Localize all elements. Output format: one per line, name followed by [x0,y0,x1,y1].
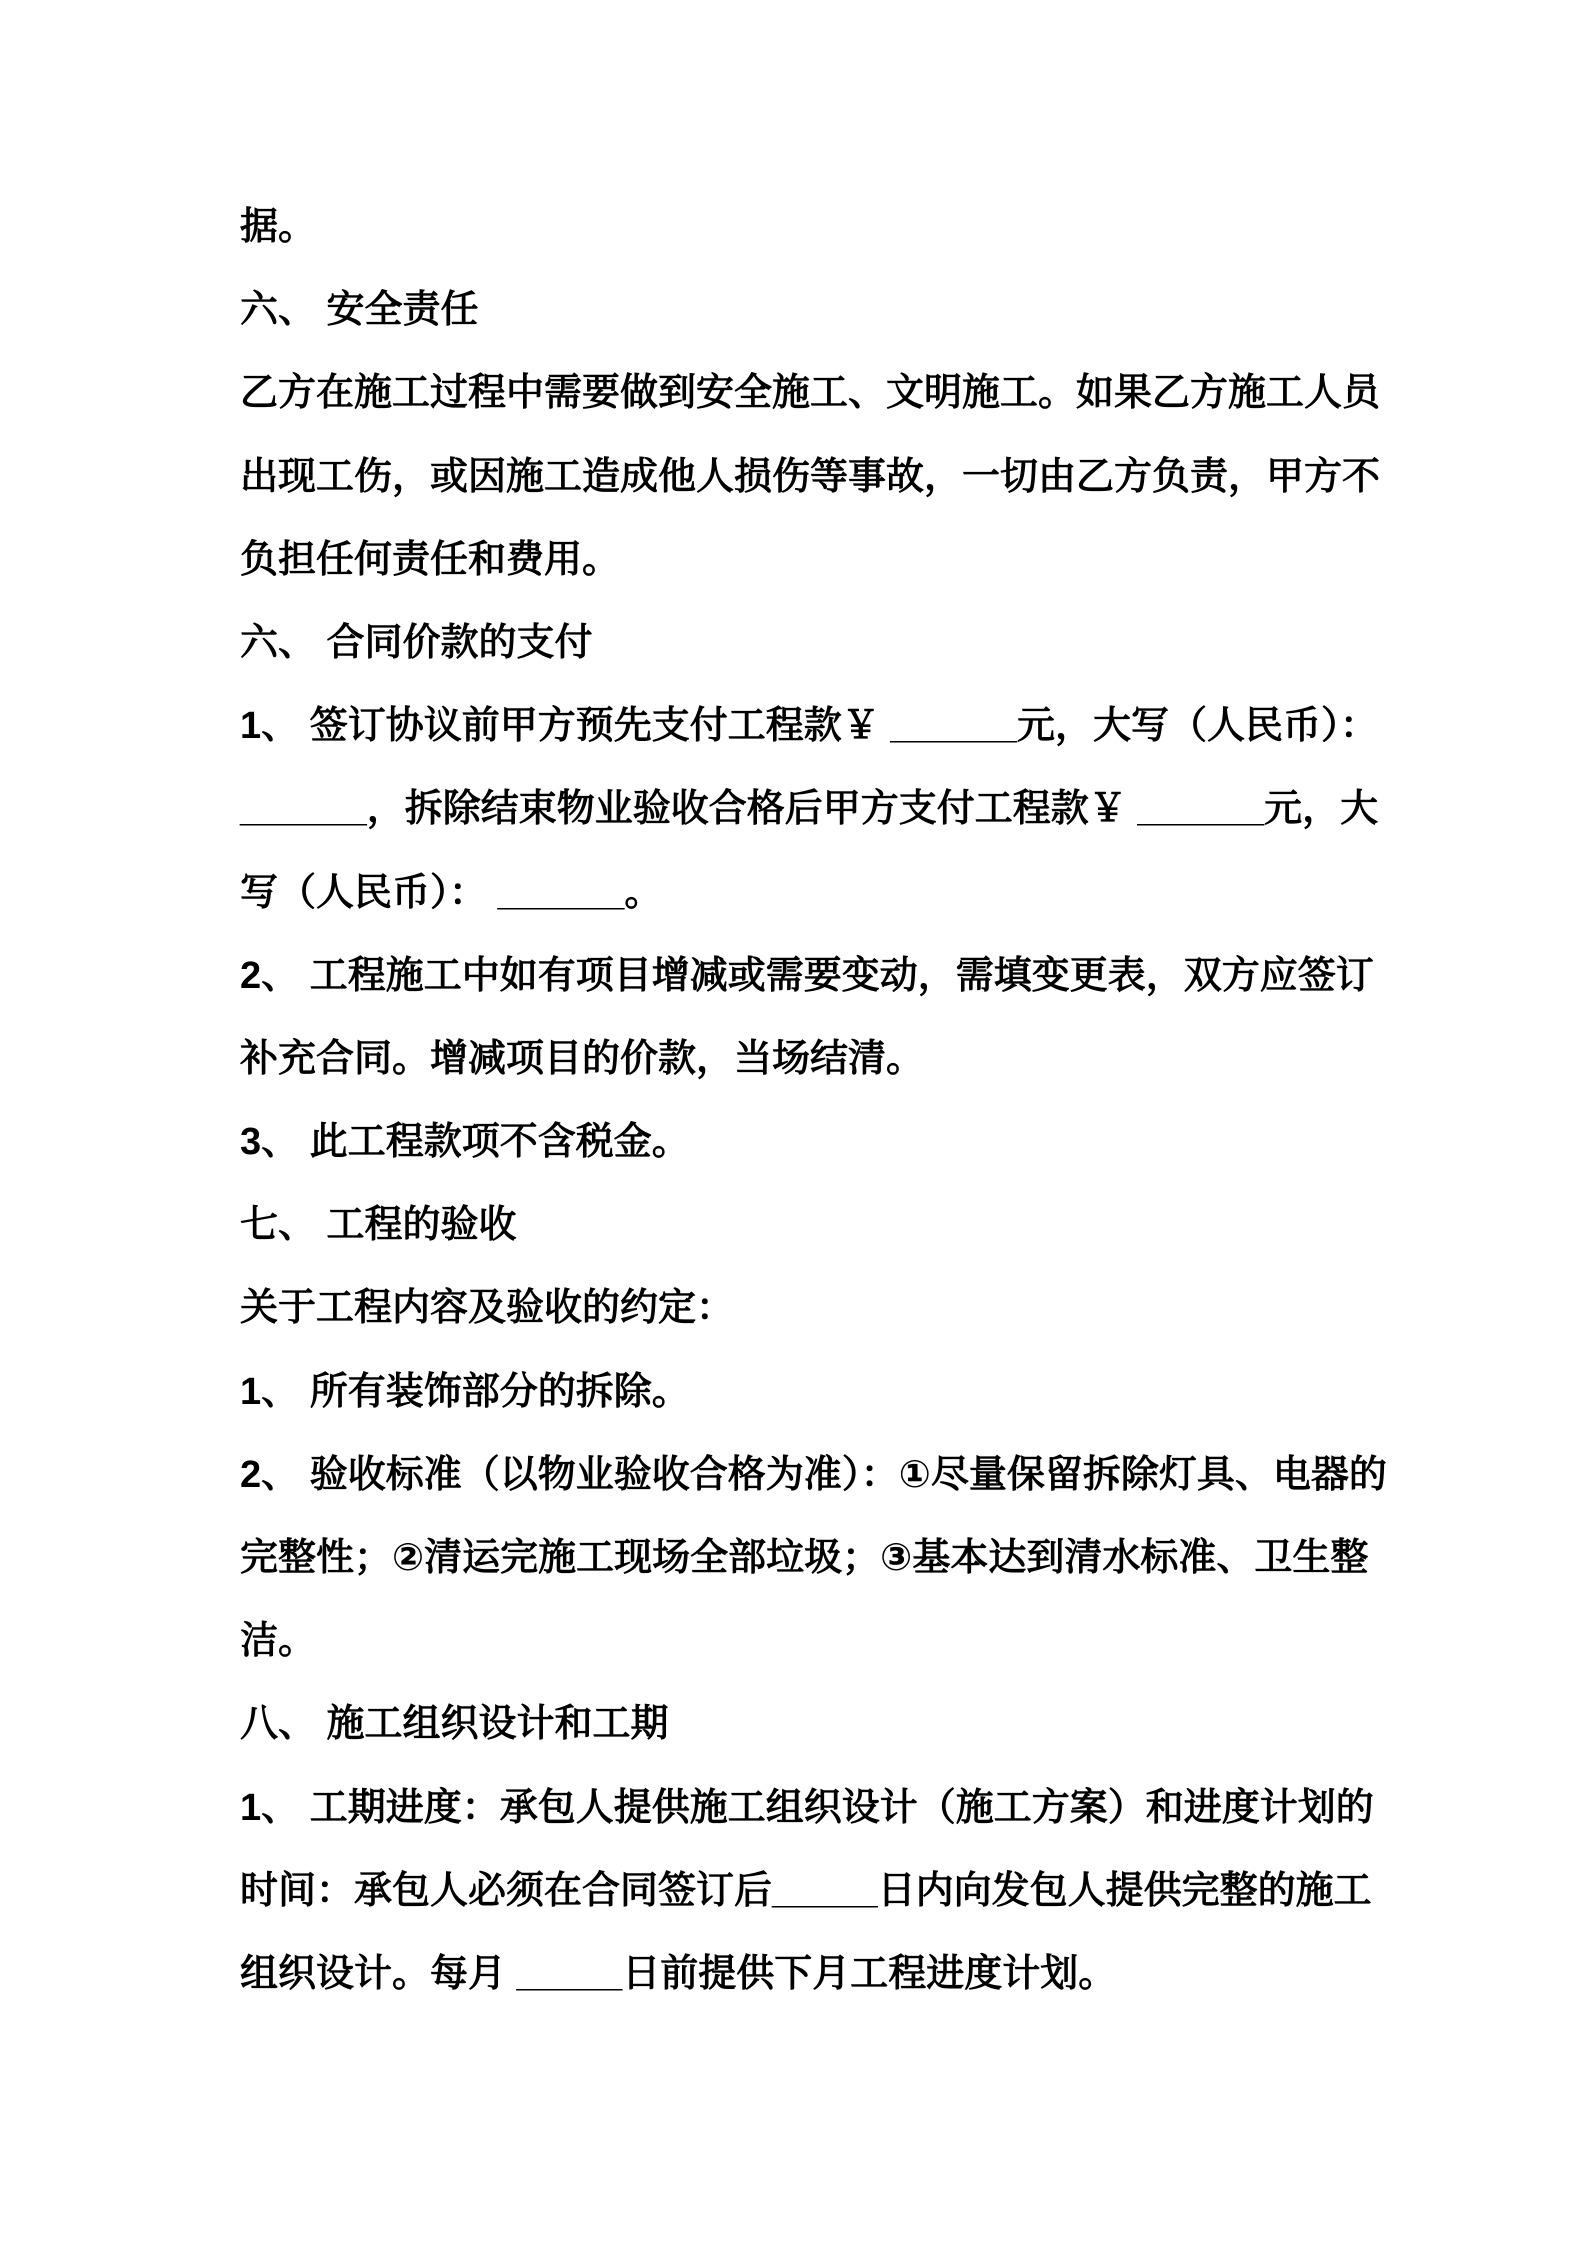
list-item-payment-2: 2、 工程施工中如有项目增减或需要变动，需填变更表，双方应签订 [240,954,1374,997]
paragraph-line: 乙方在施工过程中需要做到安全施工、文明施工。如果乙方施工人员 [240,372,1381,415]
list-item-schedule-1: 1、 工期进度：承包人提供施工组织设计（施工方案）和进度计划的 [240,1786,1374,1829]
paragraph-line: 完整性；②清运完施工现场全部垃圾；③基本达到清水标准、卫生整 [240,1537,1369,1579]
section-heading-acceptance: 七、 工程的验收 [240,1204,517,1247]
list-item-payment-3: 3、 此工程款项不含税金。 [240,1121,690,1164]
paragraph-line: 时间：承包人必须在合同签订后_____日内向发包人提供完整的施工 [240,1869,1372,1912]
section-heading-payment: 六、 合同价款的支付 [240,621,593,664]
paragraph-line: 写（人民币）： ______。 [240,871,663,914]
paragraph-line: 据。 [240,206,317,248]
paragraph-line: ______，拆除结束物业验收合格后甲方支付工程款￥ ______元，大 [240,788,1379,831]
list-item-payment-1: 1、 签订协议前甲方预先支付工程款￥ ______元，大写（人民币）： [240,705,1379,748]
paragraph-line: 负担任何责任和费用。 [240,538,621,581]
paragraph-line: 组织设计。每月 _____日前提供下月工程进度计划。 [240,1952,1117,1995]
paragraph-line: 关于工程内容及验收的约定： [240,1287,735,1330]
list-item-acceptance-1: 1、 所有装饰部分的拆除。 [240,1370,690,1413]
paragraph-line: 出现工伤，或因施工造成他人损伤等事故，一切由乙方负责，甲方不 [240,455,1381,498]
list-item-acceptance-2: 2、 验收标准（以物业验收合格为准）：①尽量保留拆除灯具、电器的 [240,1453,1387,1496]
section-heading-safety: 六、 安全责任 [240,289,479,332]
paragraph-line: 补充合同。增减项目的价款，当场结清。 [240,1037,925,1080]
paragraph-line: 洁。 [240,1620,317,1663]
section-heading-schedule: 八、 施工组织设计和工期 [240,1703,669,1746]
